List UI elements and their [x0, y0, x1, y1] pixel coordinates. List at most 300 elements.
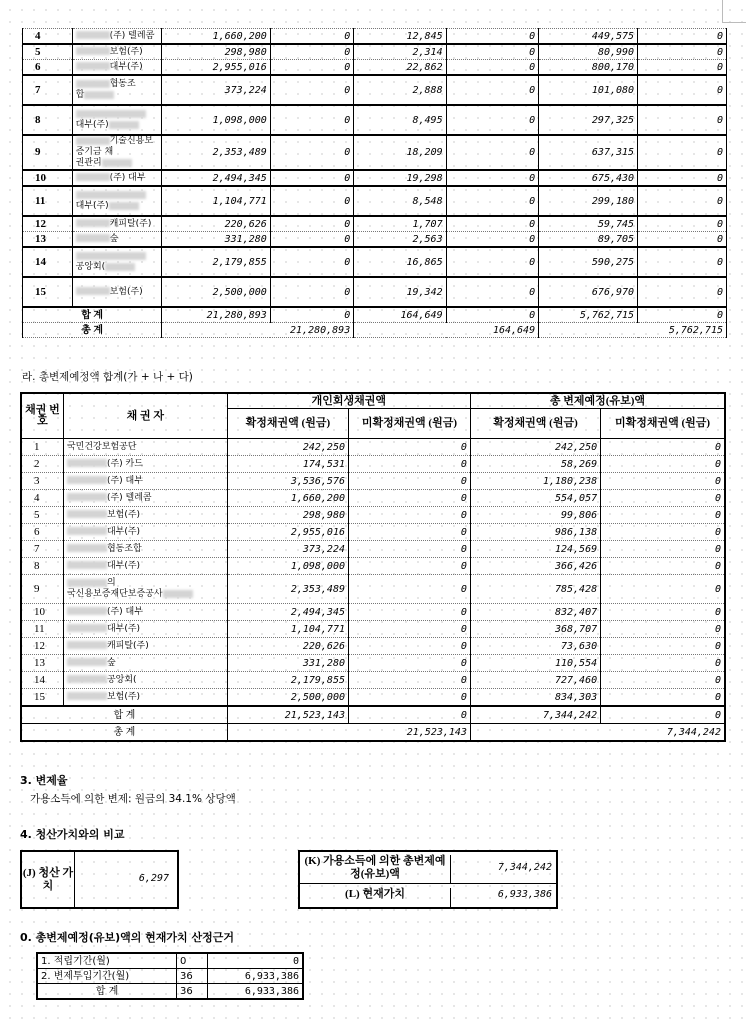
k-label: (K) 가용소득에 의한 총변제예정(유보)액 — [300, 855, 451, 883]
amount-cell: 1,660,200 — [227, 490, 348, 507]
amount-cell: 0 — [270, 105, 353, 135]
table-row — [21, 473, 725, 490]
amount-cell: 675,430 — [539, 170, 638, 186]
amount-cell: 0 — [601, 439, 725, 456]
redacted-text — [76, 47, 110, 55]
creditor-name: 대부(주) — [106, 623, 141, 634]
row-number: 15 — [23, 277, 73, 307]
page-corner-mark — [722, 0, 723, 22]
amount-cell: 0 — [601, 689, 725, 707]
creditor-name-cell — [63, 507, 227, 524]
section-3-title: 3. 변제율 — [20, 774, 68, 787]
redacted-text — [67, 675, 107, 683]
amount-cell: 0 — [601, 655, 725, 672]
l-value: 6,933,386 — [497, 889, 552, 900]
table-row — [23, 232, 727, 248]
table-row — [21, 604, 725, 621]
header-confirmed-repay: 확정채권액 (원금) — [470, 409, 600, 439]
redacted-text — [109, 121, 139, 129]
table-row — [21, 689, 725, 707]
amount-cell: 0 — [601, 672, 725, 689]
row-label: 1. 적립기간(월) — [37, 953, 177, 969]
subtotal-label: 합 계 — [21, 706, 227, 724]
amount-cell: 2,500,000 — [227, 689, 348, 707]
row-number: 2 — [21, 456, 63, 473]
creditor-name: 숲 — [106, 657, 116, 668]
redacted-text — [76, 234, 110, 242]
redacted-text — [76, 219, 110, 227]
creditor-name-cell — [63, 672, 227, 689]
amount-cell: 1,707 — [354, 216, 446, 232]
subtotal-row — [21, 706, 725, 724]
amount-cell: 0 — [601, 507, 725, 524]
table-row — [21, 621, 725, 638]
amount-cell: 0 — [601, 558, 725, 575]
total-row — [23, 323, 727, 338]
header-unconfirmed-repay: 미확정채권액 (원금) — [601, 409, 725, 439]
section-4-title: 4. 청산가치와의 비교 — [20, 828, 125, 841]
creditor-name: (주) 카드 — [106, 458, 143, 469]
creditor-name-cell — [63, 604, 227, 621]
amount-cell: 110,554 — [470, 655, 600, 672]
creditor-name-cell — [72, 105, 162, 135]
redacted-text — [84, 91, 114, 99]
creditor-name: 기술신용보증기금 채 — [75, 136, 154, 157]
creditor-name-cell — [63, 655, 227, 672]
amount-cell: 800,170 — [539, 60, 638, 76]
redacted-text — [67, 658, 107, 666]
amount-cell: 0 — [349, 672, 471, 689]
creditor-name-cell — [72, 135, 162, 170]
row-number: 5 — [23, 44, 73, 60]
amount-cell: 331,280 — [227, 655, 348, 672]
header-creditor-no: 채권 번호 — [21, 393, 63, 439]
amount-cell: 0 — [446, 186, 539, 216]
creditor-name: 보험(주) — [106, 509, 141, 520]
amount-cell: 59,745 — [539, 216, 638, 232]
amount-cell: 242,250 — [227, 439, 348, 456]
redacted-text — [67, 641, 107, 649]
amount-cell: 298,980 — [227, 507, 348, 524]
table-row — [23, 216, 727, 232]
amount-cell: 0 — [446, 75, 539, 105]
amount-cell: 373,224 — [227, 541, 348, 558]
creditor-name-cell — [72, 232, 162, 248]
creditor-name: 캐피탈(주) — [106, 640, 149, 651]
subtotal-row — [23, 307, 727, 323]
row-number: 9 — [23, 135, 73, 170]
amount-cell: 2,179,855 — [227, 672, 348, 689]
redacted-text — [105, 263, 135, 271]
subtotal-amount: 0 — [638, 307, 727, 323]
table-row — [21, 456, 725, 473]
amount-cell: 2,955,016 — [162, 60, 271, 76]
creditor-name: 보험(주) — [106, 691, 141, 702]
amount-cell: 2,353,489 — [162, 135, 271, 170]
amount-cell: 0 — [638, 105, 727, 135]
redacted-text — [67, 607, 107, 615]
row-number: 11 — [23, 186, 73, 216]
amount-cell: 0 — [638, 135, 727, 170]
amount-cell: 0 — [349, 439, 471, 456]
creditor-name-line2: 국신용보증재단보증공사 — [66, 589, 163, 599]
creditor-name: 숲 — [109, 233, 119, 244]
amount-cell: 0 — [638, 216, 727, 232]
header-group-claims: 개인회생채권액 — [227, 393, 470, 409]
creditor-name-cell — [63, 575, 227, 604]
amount-cell: 220,626 — [162, 216, 271, 232]
subtotal-amount: 21,523,143 — [227, 706, 348, 724]
amount-cell: 0 — [601, 621, 725, 638]
subtotal-amount: 0 — [270, 307, 353, 323]
amount-cell: 2,500,000 — [162, 277, 271, 307]
redacted-text — [67, 692, 107, 700]
amount-cell: 242,250 — [470, 439, 600, 456]
amount-cell: 101,080 — [539, 75, 638, 105]
amount-cell: 0 — [270, 75, 353, 105]
amount-cell: 0 — [638, 247, 727, 277]
row-number: 14 — [21, 672, 63, 689]
amount-cell: 297,325 — [539, 105, 638, 135]
creditor-name-cell — [72, 60, 162, 76]
creditor-name: 공앙회( — [106, 674, 137, 685]
creditor-name: 캐피탈(주) — [109, 218, 152, 229]
row-number: 8 — [21, 558, 63, 575]
redacted-text — [67, 544, 107, 552]
redacted-text — [102, 159, 132, 167]
amount-cell: 1,098,000 — [227, 558, 348, 575]
row-number: 13 — [21, 655, 63, 672]
total-amount: 5,762,715 — [539, 323, 727, 338]
section-0-title: 0. 총변제예정(유보)액의 현재가치 산정근거 — [20, 931, 235, 944]
table-row — [21, 524, 725, 541]
total-amount: 21,523,143 — [227, 724, 470, 742]
amount-cell: 0 — [601, 524, 725, 541]
redacted-text — [76, 31, 110, 39]
amount-cell: 2,494,345 — [162, 170, 271, 186]
redacted-text — [76, 62, 110, 70]
creditor-name-cell — [63, 490, 227, 507]
row-number: 6 — [23, 60, 73, 76]
subtotal-amount: 21,280,893 — [162, 307, 271, 323]
row-number: 3 — [21, 473, 63, 490]
creditor-name-cell — [63, 621, 227, 638]
amount-cell: 58,269 — [470, 456, 600, 473]
amount-cell: 298,980 — [162, 44, 271, 60]
row-number: 8 — [23, 105, 73, 135]
table-row — [37, 953, 303, 969]
creditor-name-line2: 권관리 — [75, 158, 102, 168]
amount-cell: 0 — [601, 604, 725, 621]
creditor-schedule-table — [22, 28, 727, 338]
amount-cell: 2,955,016 — [227, 524, 348, 541]
creditor-name-cell — [72, 29, 162, 45]
amount-cell: 0 — [270, 216, 353, 232]
table-row — [21, 490, 725, 507]
amount-cell: 0 — [601, 638, 725, 655]
row-number: 14 — [23, 247, 73, 277]
amount-cell: 0 — [349, 655, 471, 672]
amount-cell: 73,630 — [470, 638, 600, 655]
amount-cell: 986,138 — [470, 524, 600, 541]
table-row — [37, 969, 303, 984]
value-cell: 6,933,386 — [208, 984, 304, 1000]
amount-cell: 19,342 — [354, 277, 446, 307]
row-label: 2. 변제투입기간(월) — [37, 969, 177, 984]
amount-cell: 0 — [446, 170, 539, 186]
creditor-name-cell — [72, 186, 162, 216]
amount-cell: 0 — [270, 247, 353, 277]
amount-cell: 2,888 — [354, 75, 446, 105]
amount-cell: 449,575 — [539, 29, 638, 45]
liquidation-value-label: (J) 청산 가치 — [22, 852, 75, 907]
amount-cell: 2,314 — [354, 44, 446, 60]
amount-cell: 0 — [349, 604, 471, 621]
months-cell: 0 — [177, 953, 208, 969]
redacted-text — [109, 202, 139, 210]
redacted-text — [67, 459, 107, 467]
redacted-text — [67, 493, 107, 501]
amount-cell: 373,224 — [162, 75, 271, 105]
row-label: 합 계 — [37, 984, 177, 1000]
amount-cell: 727,460 — [470, 672, 600, 689]
creditor-name: 국민건강보험공단 — [66, 441, 137, 452]
creditor-name: 보험(주) — [109, 46, 143, 57]
creditor-name-cell — [63, 456, 227, 473]
amount-cell: 0 — [446, 232, 539, 248]
l-label: (L) 현재가치 — [300, 888, 451, 907]
header-confirmed-claims: 확정채권액 (원금) — [227, 409, 348, 439]
row-number: 4 — [21, 490, 63, 507]
creditor-name: 협동조 — [109, 79, 136, 89]
row-number: 10 — [21, 604, 63, 621]
redacted-text — [76, 173, 110, 181]
creditor-name-line2: 공앙회( — [75, 262, 106, 272]
amount-cell: 0 — [446, 29, 539, 45]
row-number: 7 — [23, 75, 73, 105]
redacted-text — [76, 252, 146, 260]
amount-cell: 0 — [349, 524, 471, 541]
amount-cell: 0 — [446, 216, 539, 232]
amount-cell: 1,660,200 — [162, 29, 271, 45]
present-value-basis-table — [36, 952, 304, 1000]
creditor-name-cell — [72, 277, 162, 307]
row-number: 9 — [21, 575, 63, 604]
creditor-name-cell — [63, 558, 227, 575]
total-repayment-table — [20, 392, 726, 742]
amount-cell: 0 — [349, 621, 471, 638]
subtotal-amount: 0 — [349, 706, 471, 724]
amount-cell: 0 — [638, 277, 727, 307]
redacted-text — [67, 561, 107, 569]
amount-cell: 0 — [349, 541, 471, 558]
row-number: 15 — [21, 689, 63, 707]
row-number: 10 — [23, 170, 73, 186]
amount-cell: 0 — [270, 60, 353, 76]
amount-cell: 0 — [349, 558, 471, 575]
creditor-name-cell — [72, 170, 162, 186]
redacted-text — [76, 287, 110, 295]
table-row — [23, 60, 727, 76]
amount-cell: 174,531 — [227, 456, 348, 473]
amount-cell: 637,315 — [539, 135, 638, 170]
creditor-name-cell — [72, 216, 162, 232]
amount-cell: 331,280 — [162, 232, 271, 248]
amount-cell: 0 — [638, 29, 727, 45]
value-cell: 6,933,386 — [208, 969, 304, 984]
creditor-name: (주) 대부 — [109, 172, 146, 183]
subtotal-amount: 164,649 — [354, 307, 446, 323]
subtotal-label: 합 계 — [23, 307, 162, 323]
amount-cell: 2,494,345 — [227, 604, 348, 621]
creditor-name: 보험(주) — [109, 286, 143, 297]
amount-cell: 0 — [446, 277, 539, 307]
creditor-name-cell — [63, 541, 227, 558]
creditor-name-cell — [63, 439, 227, 456]
subtotal-amount: 0 — [446, 307, 539, 323]
amount-cell: 0 — [601, 490, 725, 507]
amount-cell: 785,428 — [470, 575, 600, 604]
amount-cell: 0 — [638, 44, 727, 60]
amount-cell: 3,536,576 — [227, 473, 348, 490]
amount-cell: 220,626 — [227, 638, 348, 655]
header-creditor-name: 채 권 자 — [63, 393, 227, 439]
table-row — [23, 135, 727, 170]
redacted-text — [163, 590, 193, 598]
amount-cell: 0 — [446, 44, 539, 60]
total-label: 총 계 — [23, 323, 162, 338]
creditor-name: 협동조합 — [106, 543, 142, 554]
redacted-text — [67, 527, 107, 535]
liquidation-value-box — [20, 850, 179, 909]
row-number: 7 — [21, 541, 63, 558]
amount-cell: 18,209 — [354, 135, 446, 170]
total-amount: 21,280,893 — [162, 323, 354, 338]
amount-cell: 8,548 — [354, 186, 446, 216]
table-row — [21, 638, 725, 655]
amount-cell: 0 — [349, 456, 471, 473]
subtotal-amount: 0 — [601, 706, 725, 724]
amount-cell: 832,407 — [470, 604, 600, 621]
amount-cell: 1,104,771 — [227, 621, 348, 638]
amount-cell: 0 — [349, 575, 471, 604]
repayment-present-value-box — [298, 850, 558, 909]
table-row — [23, 75, 727, 105]
value-cell: 0 — [208, 953, 304, 969]
divider — [300, 883, 556, 884]
amount-cell: 0 — [601, 541, 725, 558]
row-number: 11 — [21, 621, 63, 638]
amount-cell: 16,865 — [354, 247, 446, 277]
header-group-repayment: 총 변제예정(유보)액 — [470, 393, 725, 409]
table-row — [21, 541, 725, 558]
table-row — [23, 105, 727, 135]
table-row — [21, 439, 725, 456]
amount-cell: 0 — [270, 135, 353, 170]
amount-cell: 99,806 — [470, 507, 600, 524]
creditor-name: 대부(주) — [106, 560, 141, 571]
table-row — [23, 247, 727, 277]
amount-cell: 0 — [601, 456, 725, 473]
amount-cell: 0 — [270, 29, 353, 45]
amount-cell: 80,990 — [539, 44, 638, 60]
creditor-name: (주) 대부 — [106, 475, 143, 486]
amount-cell: 0 — [446, 105, 539, 135]
amount-cell: 0 — [638, 75, 727, 105]
amount-cell: 0 — [270, 232, 353, 248]
creditor-name: (주) 텔레콤 — [109, 30, 155, 41]
creditor-name-cell — [72, 44, 162, 60]
amount-cell: 368,707 — [470, 621, 600, 638]
amount-cell: 1,104,771 — [162, 186, 271, 216]
amount-cell: 590,275 — [539, 247, 638, 277]
row-number: 12 — [23, 216, 73, 232]
table-row — [21, 575, 725, 604]
amount-cell: 0 — [349, 473, 471, 490]
amount-cell: 0 — [446, 247, 539, 277]
redacted-text — [67, 579, 107, 587]
amount-cell: 0 — [349, 689, 471, 707]
amount-cell: 0 — [601, 473, 725, 490]
total-row — [21, 724, 725, 742]
creditor-name: (주) 대부 — [106, 606, 143, 617]
amount-cell: 834,303 — [470, 689, 600, 707]
table-row — [23, 170, 727, 186]
table-row — [21, 655, 725, 672]
amount-cell: 366,426 — [470, 558, 600, 575]
section-ra-title: 라. 총변제예정액 합계(가 + 나 + 다) — [22, 371, 193, 383]
redacted-text — [76, 80, 110, 88]
amount-cell: 1,098,000 — [162, 105, 271, 135]
creditor-name-line2: 합 — [75, 90, 85, 100]
table-row — [21, 558, 725, 575]
subtotal-amount: 5,762,715 — [539, 307, 638, 323]
amount-cell: 2,563 — [354, 232, 446, 248]
creditor-name-cell — [63, 524, 227, 541]
row-number: 12 — [21, 638, 63, 655]
amount-cell: 299,180 — [539, 186, 638, 216]
row-number: 1 — [21, 439, 63, 456]
table-row — [23, 29, 727, 45]
header-unconfirmed-claims: 미확정채권액 (원금) — [349, 409, 471, 439]
amount-cell: 8,495 — [354, 105, 446, 135]
creditor-name: 의 — [106, 578, 116, 588]
redacted-text — [67, 624, 107, 632]
amount-cell: 19,298 — [354, 170, 446, 186]
total-label: 총 계 — [21, 724, 227, 742]
table-row — [37, 984, 303, 1000]
table-row — [23, 44, 727, 60]
amount-cell: 676,970 — [539, 277, 638, 307]
creditor-name-cell — [72, 247, 162, 277]
creditor-name-cell — [63, 638, 227, 655]
table-row — [21, 672, 725, 689]
table-row — [23, 277, 727, 307]
amount-cell: 0 — [446, 60, 539, 76]
total-amount: 7,344,242 — [470, 724, 725, 742]
amount-cell: 0 — [638, 232, 727, 248]
amount-cell: 0 — [638, 170, 727, 186]
creditor-name: (주) 텔레콤 — [106, 492, 152, 503]
redacted-text — [76, 110, 146, 118]
amount-cell: 0 — [270, 44, 353, 60]
amount-cell: 89,705 — [539, 232, 638, 248]
creditor-name-line2: 대부(주) — [75, 201, 109, 211]
k-value: 7,344,242 — [497, 862, 552, 873]
amount-cell: 12,845 — [354, 29, 446, 45]
creditor-name: 대부(주) — [109, 61, 143, 72]
months-cell: 36 — [177, 969, 208, 984]
